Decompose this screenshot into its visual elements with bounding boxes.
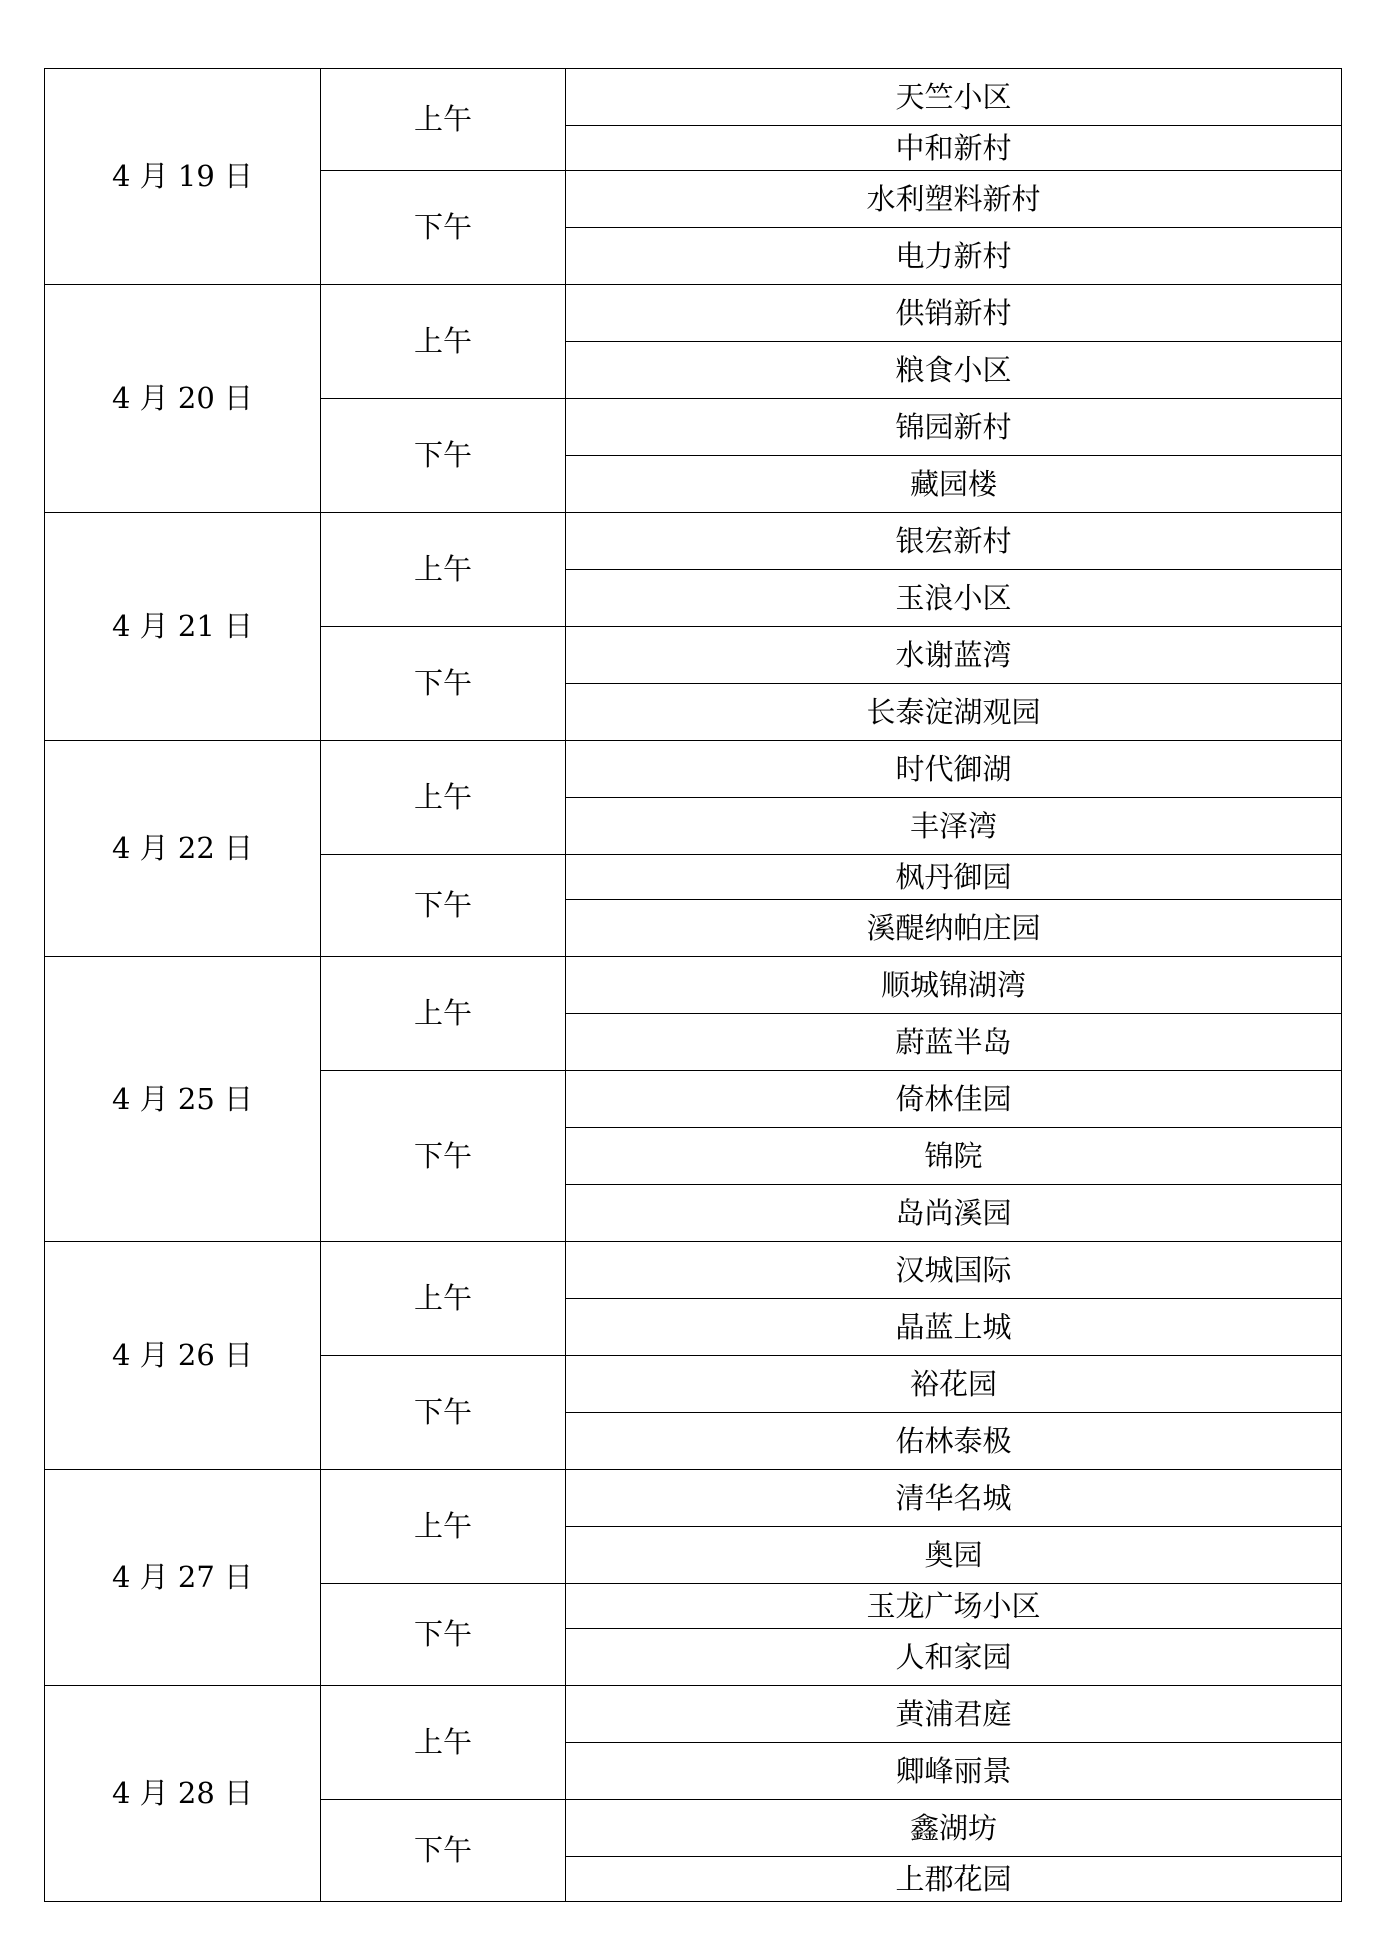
- community-cell: 晶蓝上城: [566, 1299, 1342, 1356]
- period-cell: 上午: [321, 285, 566, 399]
- community-cell: 银宏新村: [566, 513, 1342, 570]
- community-cell: 溪醍纳帕庄园: [566, 900, 1342, 957]
- community-cell: 蔚蓝半岛: [566, 1014, 1342, 1071]
- period-cell: 上午: [321, 1470, 566, 1584]
- date-cell: 4 月 20 日: [45, 285, 321, 513]
- schedule-body: [45, 69, 1342, 1902]
- community-cell: 玉浪小区: [566, 570, 1342, 627]
- table-row: [45, 1470, 1342, 1527]
- period-cell: 上午: [321, 1242, 566, 1356]
- table-row: [45, 741, 1342, 798]
- community-cell: 枫丹御园: [566, 855, 1342, 900]
- table-row: [45, 69, 1342, 126]
- period-cell: 下午: [321, 399, 566, 513]
- community-cell: 时代御湖: [566, 741, 1342, 798]
- community-cell: 长泰淀湖观园: [566, 684, 1342, 741]
- community-cell: 鑫湖坊: [566, 1800, 1342, 1857]
- community-cell: 天竺小区: [566, 69, 1342, 126]
- period-cell: 下午: [321, 855, 566, 957]
- period-cell: 上午: [321, 741, 566, 855]
- period-cell: 下午: [321, 1800, 566, 1902]
- period-cell: 下午: [321, 1071, 566, 1242]
- table-row: [45, 1242, 1342, 1299]
- community-cell: 奥园: [566, 1527, 1342, 1584]
- period-cell: 下午: [321, 171, 566, 285]
- community-cell: 汉城国际: [566, 1242, 1342, 1299]
- community-cell: 玉龙广场小区: [566, 1584, 1342, 1629]
- period-cell: 下午: [321, 1584, 566, 1686]
- community-cell: 清华名城: [566, 1470, 1342, 1527]
- community-cell: 裕花园: [566, 1356, 1342, 1413]
- community-cell: 丰泽湾: [566, 798, 1342, 855]
- table-row: [45, 1686, 1342, 1743]
- period-cell: 下午: [321, 627, 566, 741]
- period-cell: 下午: [321, 1356, 566, 1470]
- community-cell: 倚林佳园: [566, 1071, 1342, 1128]
- community-cell: 卿峰丽景: [566, 1743, 1342, 1800]
- community-cell: 藏园楼: [566, 456, 1342, 513]
- community-cell: 顺城锦湖湾: [566, 957, 1342, 1014]
- date-cell: 4 月 28 日: [45, 1686, 321, 1902]
- date-cell: 4 月 25 日: [45, 957, 321, 1242]
- period-cell: 上午: [321, 513, 566, 627]
- date-cell: 4 月 21 日: [45, 513, 321, 741]
- community-cell: 中和新村: [566, 126, 1342, 171]
- community-cell: 供销新村: [566, 285, 1342, 342]
- community-cell: 电力新村: [566, 228, 1342, 285]
- schedule-table: [44, 68, 1342, 1902]
- community-cell: 水利塑料新村: [566, 171, 1342, 228]
- period-cell: 上午: [321, 69, 566, 171]
- community-cell: 人和家园: [566, 1629, 1342, 1686]
- community-cell: 锦园新村: [566, 399, 1342, 456]
- period-cell: 上午: [321, 1686, 566, 1800]
- community-cell: 佑林泰极: [566, 1413, 1342, 1470]
- community-cell: 锦院: [566, 1128, 1342, 1185]
- table-row: [45, 957, 1342, 1014]
- community-cell: 黄浦君庭: [566, 1686, 1342, 1743]
- community-cell: 水谢蓝湾: [566, 627, 1342, 684]
- date-cell: 4 月 26 日: [45, 1242, 321, 1470]
- community-cell: 岛尚溪园: [566, 1185, 1342, 1242]
- table-row: [45, 285, 1342, 342]
- period-cell: 上午: [321, 957, 566, 1071]
- table-row: [45, 513, 1342, 570]
- community-cell: 粮食小区: [566, 342, 1342, 399]
- community-cell: 上郡花园: [566, 1857, 1342, 1902]
- date-cell: 4 月 27 日: [45, 1470, 321, 1686]
- date-cell: 4 月 22 日: [45, 741, 321, 957]
- date-cell: 4 月 19 日: [45, 69, 321, 285]
